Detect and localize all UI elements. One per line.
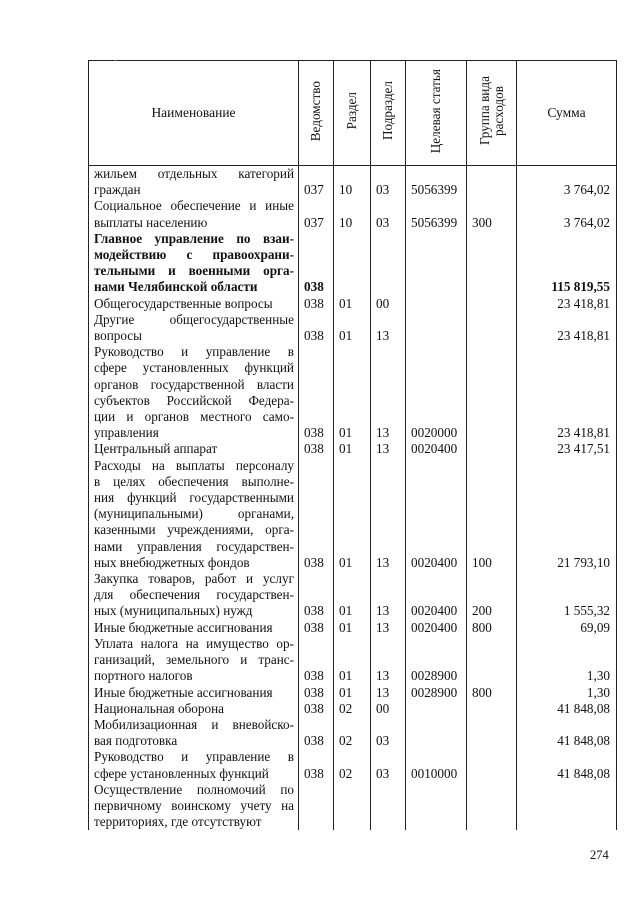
row-group — [467, 717, 517, 749]
row-ved: 038 — [299, 441, 334, 457]
row-sum: 69,09 — [517, 620, 617, 636]
row-name-line: тельными и военными орга- — [94, 263, 294, 279]
row-podrazdel: 03 — [371, 166, 406, 199]
row-name-line: вая подготовка — [94, 733, 178, 749]
row-group — [467, 312, 517, 344]
row-name — [89, 458, 299, 571]
row-name — [89, 231, 299, 296]
header-podrazdel-label: Подраздел — [380, 81, 395, 141]
header-name: Наименование — [89, 61, 299, 166]
row-sum: 23 417,51 — [517, 441, 617, 457]
row-razdel: 02 — [334, 717, 371, 749]
row-name-line: ных внебюджетных фондов — [94, 554, 250, 570]
table-header — [89, 61, 617, 166]
row-sum: 3 764,02 — [517, 166, 617, 199]
row-sum: 41 848,08 — [517, 717, 617, 749]
row-podrazdel: 03 — [371, 717, 406, 749]
row-name-line: вопросы — [94, 328, 143, 344]
header-ved-label: Ведомство — [308, 80, 323, 142]
row-cst — [406, 701, 467, 717]
page-number: 274 — [590, 848, 609, 862]
row-ved: 038 — [299, 620, 334, 636]
row-cst: 5056399 — [406, 198, 467, 230]
row-group — [467, 701, 517, 717]
row-name — [89, 749, 299, 781]
row-ved: 038 — [299, 312, 334, 344]
row-sum: 23 418,81 — [517, 296, 617, 312]
row-name-line: портного налогов — [94, 668, 193, 684]
row-name-line: Уплата налога на имущество ор- — [94, 635, 294, 651]
row-ved: 038 — [299, 636, 334, 685]
row-group: 100 — [467, 458, 517, 571]
row-cst: 0020400 — [406, 571, 467, 620]
row-name-line: управления — [94, 425, 159, 441]
row-name — [89, 636, 299, 685]
row-name-line: Руководство и управление в — [94, 344, 294, 360]
row-name-line: Иные бюджетные ассигнования — [94, 619, 273, 635]
row-name-line: Национальная оборона — [94, 700, 224, 716]
row-name-line: территориях, где отсутствуют — [94, 814, 262, 830]
row-razdel: 01 — [334, 312, 371, 344]
row-name-line: Общегосударственные вопросы — [94, 295, 273, 311]
table-row — [89, 441, 617, 457]
row-ved: 038 — [299, 749, 334, 781]
row-name-line: ных (муниципальных) нужд — [94, 603, 253, 619]
budget-table — [88, 60, 617, 830]
table-row — [89, 749, 617, 781]
row-name — [89, 166, 299, 199]
row-ved: 037 — [299, 166, 334, 199]
row-podrazdel: 13 — [371, 620, 406, 636]
row-razdel: 01 — [334, 685, 371, 701]
row-name-line: жильем отдельных категорий — [94, 166, 294, 181]
row-cst — [406, 231, 467, 296]
row-razdel: 01 — [334, 344, 371, 441]
row-razdel: 01 — [334, 441, 371, 457]
row-name-line: сфере установленных функций — [94, 765, 269, 781]
row-group: 300 — [467, 198, 517, 230]
row-name-line: ганизаций, земельного и транс- — [94, 652, 294, 668]
row-sum: 41 848,08 — [517, 701, 617, 717]
row-cst: 0020000 — [406, 344, 467, 441]
row-razdel: 01 — [334, 620, 371, 636]
row-name-line: первичному воинскому учету на — [94, 797, 294, 813]
row-name-line: выплаты населению — [94, 214, 208, 230]
table-row — [89, 231, 617, 296]
row-cst — [406, 782, 467, 831]
row-razdel: 01 — [334, 636, 371, 685]
row-ved: 038 — [299, 685, 334, 701]
row-ved: 038 — [299, 717, 334, 749]
row-name-line: Иные бюджетные ассигнования — [94, 684, 273, 700]
row-sum: 1,30 — [517, 685, 617, 701]
row-cst — [406, 296, 467, 312]
row-name-line: нами управления государствен- — [94, 538, 294, 554]
row-name-line: Другие общегосударственные — [94, 311, 294, 327]
table-row — [89, 701, 617, 717]
row-cst: 0020400 — [406, 620, 467, 636]
row-group — [467, 749, 517, 781]
row-podrazdel — [371, 782, 406, 831]
row-cst: 0020400 — [406, 458, 467, 571]
row-name-line: модействию с правоохрани- — [94, 247, 294, 263]
row-name — [89, 441, 299, 457]
row-ved: 038 — [299, 571, 334, 620]
row-podrazdel: 13 — [371, 441, 406, 457]
row-ved: 038 — [299, 296, 334, 312]
row-ved: 038 — [299, 458, 334, 571]
row-razdel: 01 — [334, 458, 371, 571]
header-group-label: Группа вида расходов — [476, 76, 506, 146]
row-ved — [299, 782, 334, 831]
row-name-line: Центральный аппарат — [94, 441, 218, 457]
row-group — [467, 441, 517, 457]
table-row — [89, 198, 617, 230]
row-name — [89, 312, 299, 344]
row-podrazdel: 13 — [371, 344, 406, 441]
row-group — [467, 166, 517, 199]
row-podrazdel: 03 — [371, 198, 406, 230]
header-razdel-label: Раздел — [344, 92, 359, 130]
row-razdel: 10 — [334, 198, 371, 230]
row-cst: 5056399 — [406, 166, 467, 199]
row-name — [89, 717, 299, 749]
row-name — [89, 620, 299, 636]
row-razdel — [334, 231, 371, 296]
row-name-line: граждан — [94, 182, 141, 198]
row-razdel: 10 — [334, 166, 371, 199]
header-cst — [406, 61, 467, 166]
row-sum: 1 555,32 — [517, 571, 617, 620]
table-row — [89, 296, 617, 312]
table-row — [89, 636, 617, 685]
row-sum: 41 848,08 — [517, 749, 617, 781]
row-podrazdel: 13 — [371, 571, 406, 620]
row-name — [89, 344, 299, 441]
row-name — [89, 571, 299, 620]
row-name-line: субъектов Российской Федера- — [94, 392, 294, 408]
row-name-line: ции и органов местного само- — [94, 409, 294, 425]
row-podrazdel: 03 — [371, 749, 406, 781]
table-row — [89, 458, 617, 571]
row-name-line: ния функций государственными — [94, 490, 294, 506]
row-name — [89, 296, 299, 312]
table-row — [89, 620, 617, 636]
row-podrazdel: 13 — [371, 685, 406, 701]
table-row — [89, 717, 617, 749]
row-sum: 21 793,10 — [517, 458, 617, 571]
row-name-line: Расходы на выплаты персоналу — [94, 457, 294, 473]
row-ved: 038 — [299, 344, 334, 441]
header-ved — [299, 61, 334, 166]
table-row — [89, 166, 617, 199]
row-group: 800 — [467, 685, 517, 701]
header-group — [467, 61, 517, 166]
row-sum: 23 418,81 — [517, 312, 617, 344]
header-cst-label: Целевая статья — [428, 68, 443, 153]
row-razdel: 02 — [334, 701, 371, 717]
row-podrazdel: 00 — [371, 701, 406, 717]
header-razdel — [334, 61, 371, 166]
row-razdel — [334, 782, 371, 831]
row-name-line: Мобилизационная и вневойско- — [94, 716, 294, 732]
row-group — [467, 231, 517, 296]
row-sum: 115 819,55 — [517, 231, 617, 296]
row-ved: 038 — [299, 231, 334, 296]
table-row — [89, 685, 617, 701]
row-podrazdel: 00 — [371, 296, 406, 312]
row-name-line: органов государственной власти — [94, 376, 294, 392]
row-cst — [406, 717, 467, 749]
row-razdel: 02 — [334, 749, 371, 781]
row-name-line: Закупка товаров, работ и услуг — [94, 571, 294, 587]
row-sum: 23 418,81 — [517, 344, 617, 441]
row-group — [467, 296, 517, 312]
row-name-line: казенными учреждениями, орга- — [94, 522, 294, 538]
row-name-line: Руководство и управление в — [94, 749, 294, 765]
row-sum: 1,30 — [517, 636, 617, 685]
row-cst — [406, 312, 467, 344]
row-name-line: сфере установленных функций — [94, 360, 294, 376]
row-podrazdel: 13 — [371, 636, 406, 685]
row-podrazdel: 13 — [371, 458, 406, 571]
row-podrazdel: 13 — [371, 312, 406, 344]
row-name-line: для обеспечения государствен- — [94, 587, 294, 603]
row-group: 800 — [467, 620, 517, 636]
row-group — [467, 636, 517, 685]
row-sum: 3 764,02 — [517, 198, 617, 230]
table-row — [89, 782, 617, 831]
table-row — [89, 312, 617, 344]
row-name-line: (муниципальными) органами, — [94, 506, 294, 522]
row-name — [89, 701, 299, 717]
header-podrazdel — [371, 61, 406, 166]
scan-mark: - — [114, 55, 117, 65]
table-row — [89, 571, 617, 620]
row-name-line: Осуществление полномочий по — [94, 781, 294, 797]
row-cst: 0010000 — [406, 749, 467, 781]
row-cst: 0020400 — [406, 441, 467, 457]
row-name — [89, 198, 299, 230]
row-name-line: нами Челябинской области — [94, 279, 258, 295]
row-cst: 0028900 — [406, 636, 467, 685]
row-name-line: в целях обеспечения выполне- — [94, 473, 294, 489]
header-sum: Сумма — [517, 61, 617, 166]
row-sum — [517, 782, 617, 831]
row-name — [89, 685, 299, 701]
row-name — [89, 782, 299, 831]
row-name-line: Социальное обеспечение и иные — [94, 198, 294, 214]
row-ved: 037 — [299, 198, 334, 230]
row-podrazdel — [371, 231, 406, 296]
row-cst: 0028900 — [406, 685, 467, 701]
row-name-line: Главное управление по взаи- — [94, 230, 294, 246]
table-body — [89, 166, 617, 831]
row-group — [467, 344, 517, 441]
row-group: 200 — [467, 571, 517, 620]
row-group — [467, 782, 517, 831]
table-row — [89, 344, 617, 441]
row-ved: 038 — [299, 701, 334, 717]
row-razdel: 01 — [334, 296, 371, 312]
row-razdel: 01 — [334, 571, 371, 620]
